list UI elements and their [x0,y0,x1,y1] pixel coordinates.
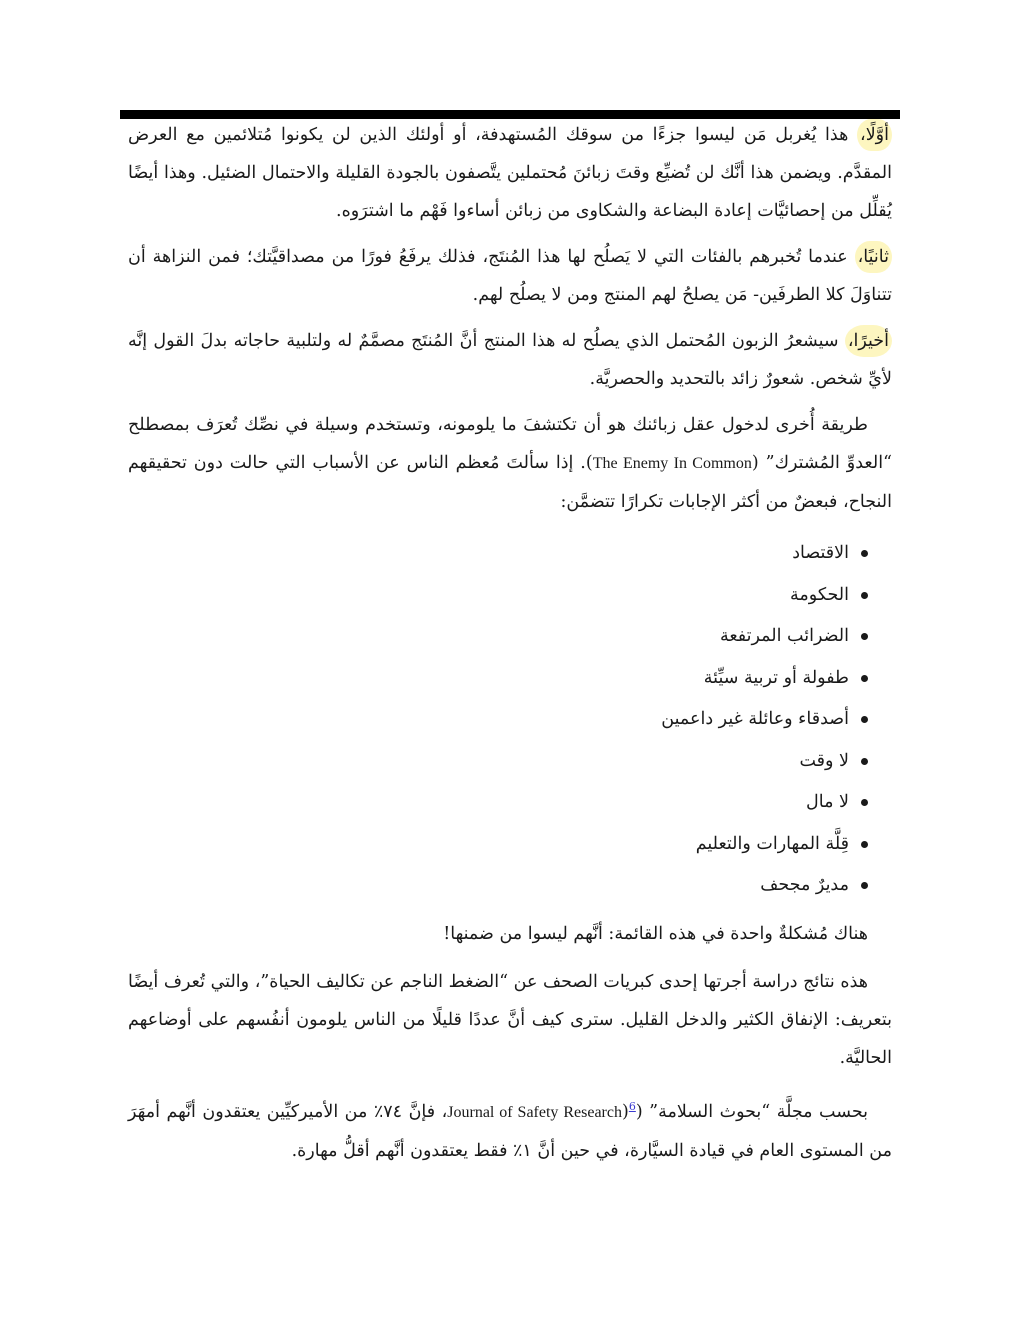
paragraph-second-text: عندما تُخبرهم بالفئات التي لا يَصلُح لها هذا المُنتَج، فذلك يرفَعُ فورًا من مصداقيَّتك؛ فمن النزاهة أن تتناوَلَ كلا الطرفَين- مَن يصلحُ لهم المنتج ومن لا يصلُح لهم. [128,247,892,305]
list-item [128,699,868,741]
highlight-finally[interactable]: أخيرًا، [845,325,892,357]
list-item [128,616,868,658]
paragraph-first [128,116,892,230]
list-item-label: الضرائب المرتفعة [719,626,849,646]
list-item-label: لا مال [806,792,849,812]
paragraph-study: هذه نتائج دراسة أجرتها إحدى كبريات الصحف عن “الضغط الناجم عن تكاليف الحياة”، والتي تُعرف أيضًا بتعريف: الإنفاق الكثير والدخل القليل. سترى كيف أنَّ عددًا قليلًا من الناس يلومون أنفُسهم على أوضاعهم الحاليَّة. [128,971,892,1068]
paragraph-first-text: هذا يُغربل مَن ليسوا جزءًا من سوقك المُستهدفة، أو أولئك الذين لن يكونوا مُتلائمين مع العرض المقدَّم. ويضمن هذا أنَّك لن تُضيِّع وقتَ زبائنَ مُحتملين يتَّصفون بالجودة القليلة والاحتمال الضئيل. وهذا أيضًا يُقلِّل من إحصائيَّات إعادة البضاعة والشكاوى من زبائن أساءوا فَهْم ما اشترَوه. [128,125,892,221]
journal-title: Journal of Safety Research [447,1103,622,1121]
list-item-label: مديرٌ مجحف [760,875,849,895]
list-item [128,824,868,866]
list-item-label: لا وقت [799,750,849,771]
paragraph-enemy-text-before: طريقة أُخرى لدخول عقل زبائنك هو أن تكتشفَ ما يلومونه، وتستخدم وسيلة في نصِّك تُعرَف بمصطلح “العدوِّ المُشترك” ( [128,415,893,473]
bullet-icon [861,550,868,557]
list-item [128,533,868,575]
list-item [128,741,868,783]
bullet-icon [861,882,868,889]
footnote-link[interactable]: 6 [628,1099,636,1113]
list-item-label: الاقتصاد [792,543,849,563]
highlight-second[interactable]: ثانيًا، [855,241,892,273]
paragraph-finally [128,322,892,398]
paragraph-problem: هناك مُشكلةٌ واحدة في هذه القائمة: أنَّهم ليسوا من ضمنها! [443,923,868,944]
blame-list [128,533,892,907]
list-item [128,782,868,824]
paragraph-safety-text-before: بحسب مجلَّة “بحوث السلامة” ( [635,1101,869,1122]
paragraph-enemy-text-after: ). إذا سألتَ مُعظم الناس عن الأسباب التي حالت دون تحقيقهم النجاح، فبعضٌ من أكثر الإجابات تكرارًا تتضمَّن: [128,453,892,512]
bullet-icon [861,592,868,599]
list-item [128,658,868,700]
bullet-icon [861,799,868,806]
list-item-label: أصدقاء وعائلة غير داعمين [661,709,849,729]
paragraph-safety-research: بحسب مجلَّة “بحوث السلامة” (Journal of Safety Research)$^6$، فإنَّ ٧٤٪ من الأميركيِّين يعتقدون أنَّهم أمهَرَ من المستوى العام في قيادة السيَّارة، في حين أنَّ ١٪ فقط يعتقدون أنَّهم أقلُّ مهارة. [128,1099,892,1161]
enemy-in-common-term: The Enemy In Common [592,455,752,472]
list-item-label: الحكومة [790,584,849,605]
bullet-icon [861,841,868,848]
list-item [128,575,868,617]
list-item-label: طفولة أو تربية سيِّئة [703,667,849,688]
bullet-icon [861,675,868,682]
paragraph-second [128,238,892,314]
highlight-first[interactable]: أوَّلًا، [857,119,892,151]
paragraph-enemy-in-common [128,406,892,521]
paragraph-safety-text-after: ، فإنَّ ٧٤٪ من الأميركيِّين يعتقدون أنَّهم أمهَرَ من المستوى العام في قيادة السيَّارة، في حين أنَّ ١٪ فقط يعتقدون أنَّهم أقلُّ مهارة. [128,1101,892,1161]
bullet-icon [861,758,868,765]
bullet-icon [861,633,868,640]
list-item-label: قِلَّة المهارات والتعليم [695,833,849,854]
list-item [128,865,868,907]
document-page [128,116,892,1178]
bullet-icon [861,716,868,723]
paragraph-finally-text: سيشعرُ الزبون المُحتمل الذي يصلُح له هذا المنتج أنَّ المُنتَج مصمَّمٌ له ولتلبية حاجاته بدلَ القول إنَّه لأيِّ شخص. شعورٌ زائد بالتحديد والحصريَّة. [128,331,892,389]
